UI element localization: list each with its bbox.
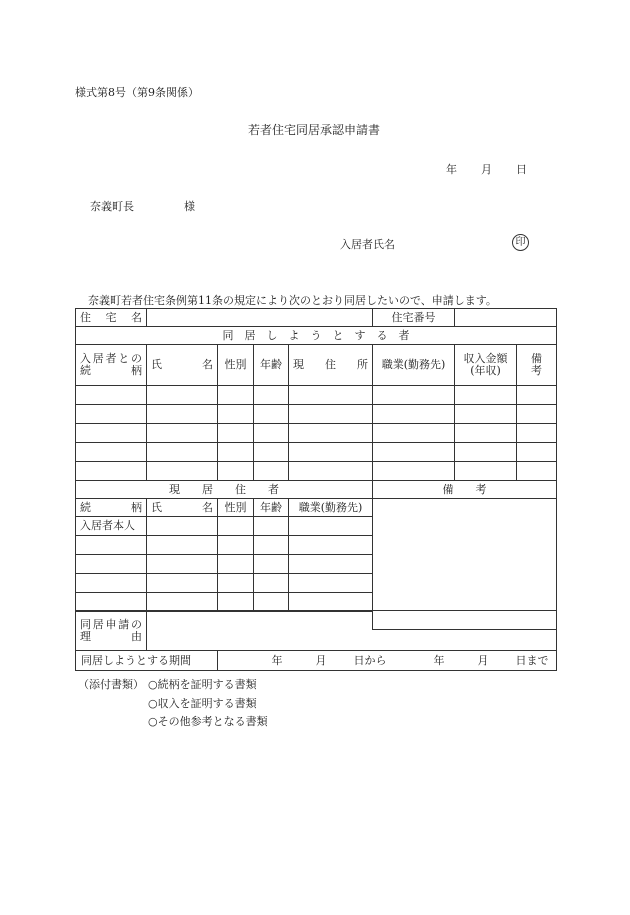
remarks-header: 備 考 [517,345,557,386]
period-from-month: 月 [315,653,327,667]
sex-cell[interactable] [218,593,254,612]
name-cell[interactable] [147,443,218,462]
income-cell[interactable] [455,405,517,424]
name-cell[interactable] [147,593,218,612]
income-cell[interactable] [455,386,517,405]
occupation-cell[interactable] [289,517,373,536]
occupation-cell[interactable] [289,555,373,574]
age-cell[interactable] [254,424,289,443]
age-cell[interactable] [254,555,289,574]
relation-cell: 入居者本人 [76,517,147,536]
name-cell[interactable] [147,405,218,424]
period-to-day: 日まで [515,653,549,667]
occupation-cell[interactable] [373,405,455,424]
age-cell[interactable] [254,405,289,424]
sex-cell[interactable] [218,424,254,443]
remarks-cell[interactable] [517,443,557,462]
cohabitant-table [75,308,557,481]
occupation-cell[interactable] [289,574,373,593]
name-cell[interactable] [147,424,218,443]
remarks-cell[interactable] [517,386,557,405]
sex-cell[interactable] [218,574,254,593]
attachment-item: ○収入を証明する書類 [148,697,257,710]
income-header: 収入金額 (年収) [455,345,517,386]
relation-cell[interactable] [76,405,147,424]
relation-cell[interactable] [76,386,147,405]
age-cell[interactable] [254,574,289,593]
address-cell[interactable] [289,386,373,405]
attachments-label: （添付書類） [78,678,144,691]
name-header: 氏 名 [147,499,218,517]
sex-cell[interactable] [218,443,254,462]
remarks-cell[interactable] [517,405,557,424]
addressee-honorific: 様 [184,200,195,213]
reason-row [76,611,557,651]
age-cell[interactable] [254,386,289,405]
sex-cell[interactable] [218,536,254,555]
income-cell[interactable] [455,462,517,481]
sex-cell[interactable] [218,555,254,574]
table-row [76,443,557,462]
table-row [76,462,557,481]
table-row [76,386,557,405]
occupation-header: 職業(勤務先) [373,345,455,386]
period-to-month: 月 [477,653,489,667]
occupation-cell[interactable] [289,593,373,612]
housing-number-label: 住宅番号 [373,309,455,327]
address-cell[interactable] [289,424,373,443]
address-cell[interactable] [289,443,373,462]
resident-table [75,480,557,630]
intro-text: 奈義町若者住宅条例第11条の規定により次のとおり同居したいので、申請します。 [88,294,497,307]
attachment-item: ○続柄を証明する書類 [148,678,257,691]
sex-cell[interactable] [218,405,254,424]
relation-cell[interactable] [76,593,147,612]
name-cell[interactable] [147,386,218,405]
sex-cell[interactable] [218,517,254,536]
income-cell[interactable] [455,443,517,462]
applicant-name-label: 入居者氏名 [340,238,395,251]
income-cell[interactable] [455,424,517,443]
date-month-label: 月 [481,163,492,176]
resident-header-row [76,499,557,517]
housing-row [76,309,557,327]
resident-remarks-title: 備 考 [373,481,557,499]
name-header: 氏 名 [147,345,218,386]
age-cell[interactable] [254,462,289,481]
occupation-cell[interactable] [373,443,455,462]
resident-section-title: 現 居 住 者 [76,481,373,499]
address-cell[interactable] [289,462,373,481]
occupation-cell[interactable] [373,386,455,405]
sex-header: 性別 [218,345,254,386]
occupation-cell[interactable] [289,536,373,555]
form-number: 様式第8号（第9条関係） [75,86,199,99]
period-field[interactable] [218,651,557,671]
date-day-label: 日 [516,163,527,176]
period-row [76,651,557,671]
name-cell[interactable] [147,574,218,593]
name-cell[interactable] [147,536,218,555]
housing-name-label: 住 宅 名 [76,309,147,327]
attachment-item: ○その他参考となる書類 [148,715,268,728]
name-cell[interactable] [147,517,218,536]
period-label: 同居しようとする期間 [76,651,218,671]
age-cell[interactable] [254,443,289,462]
relation-cell[interactable] [76,424,147,443]
period-from-year: 年 [271,653,283,667]
name-cell[interactable] [147,462,218,481]
reason-period-table [75,610,557,671]
table-row [76,405,557,424]
relation-cell[interactable] [76,555,147,574]
address-cell[interactable] [289,405,373,424]
relation-cell[interactable] [76,462,147,481]
period-to-year: 年 [433,653,445,667]
sex-header: 性別 [218,499,254,517]
reason-label: 同居申請の 理 由 [76,611,147,651]
age-header: 年齢 [254,499,289,517]
age-cell[interactable] [254,536,289,555]
period-from-day: 日から [353,653,387,667]
addressee-name: 奈義町長 [90,200,134,213]
date-year-label: 年 [446,163,457,176]
address-header: 現 住 所 [289,345,373,386]
table-row [76,424,557,443]
occupation-header: 職業(勤務先) [289,499,373,517]
age-cell[interactable] [254,517,289,536]
sex-cell[interactable] [218,462,254,481]
relation-header: 続 柄 [76,499,147,517]
relation-header: 入居者との 続 柄 [76,345,147,386]
sex-cell[interactable] [218,386,254,405]
age-cell[interactable] [254,593,289,612]
relation-cell[interactable] [76,536,147,555]
occupation-cell[interactable] [373,462,455,481]
document-title: 若者住宅同居承認申請書 [248,123,381,137]
seal-mark: 印 [512,234,529,251]
relation-cell[interactable] [76,443,147,462]
housing-number-field[interactable] [455,309,557,327]
cohabitant-header-row [76,345,557,386]
relation-cell[interactable] [76,574,147,593]
remarks-cell[interactable] [517,462,557,481]
name-cell[interactable] [147,555,218,574]
reason-field[interactable] [147,611,557,651]
remarks-cell[interactable] [517,424,557,443]
cohabitant-section-title: 同 居 し よ う と す る 者 [76,327,557,345]
occupation-cell[interactable] [373,424,455,443]
housing-name-field[interactable] [147,309,373,327]
age-header: 年齢 [254,345,289,386]
